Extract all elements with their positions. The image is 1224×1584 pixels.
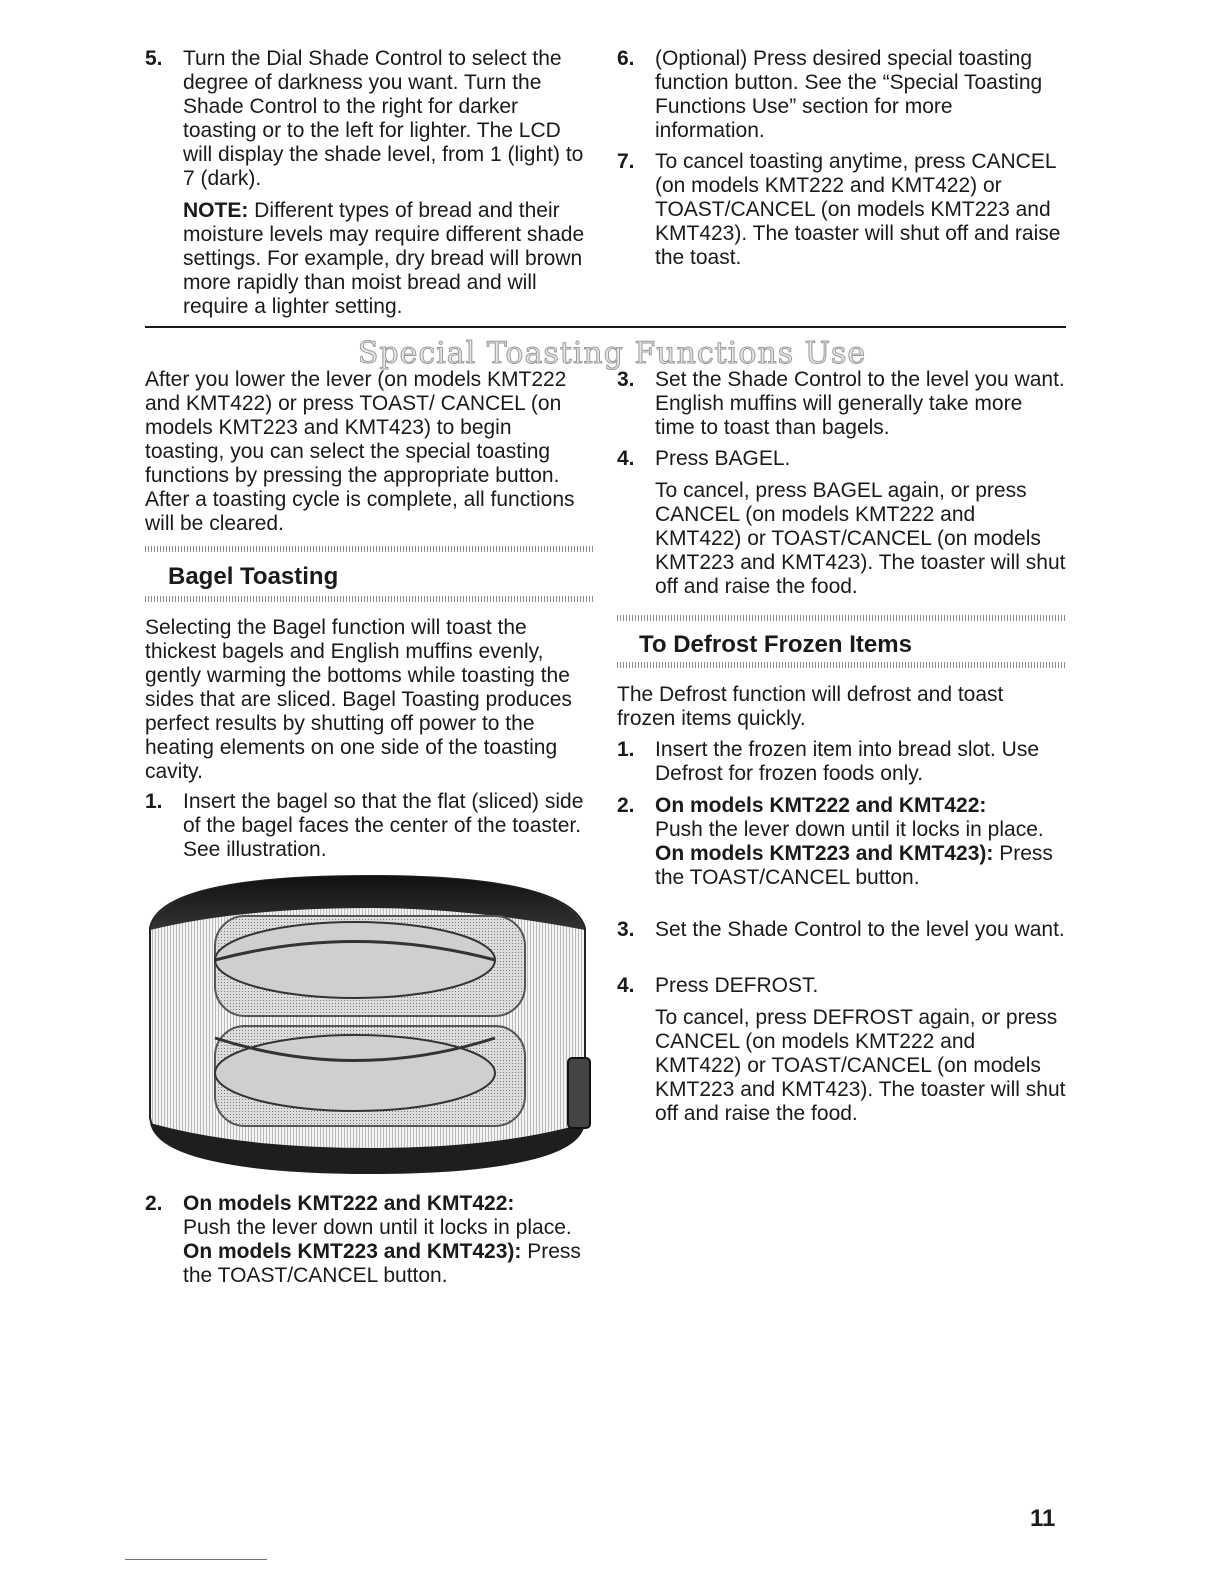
step-text: Set the Shade Control to the level you want. English muffins will generally take more time to toast than bagels. <box>655 368 1065 439</box>
step-text: Set the Shade Control to the level you want. <box>655 918 1065 941</box>
defrost-step-2 <box>617 794 1067 890</box>
bagel-intro: Selecting the Bagel function will toast the thickest bagels and English muffins evenly, gently warming the bottoms while toasting the sides that are sliced. Bagel Toasting produces perfect results by shutting off power to the heating elements on one side of the toasting cavity. <box>145 616 572 783</box>
bagel-step-3 <box>617 368 1067 440</box>
defrost-step-1 <box>617 738 1067 786</box>
heading-rule-bottom <box>145 596 595 602</box>
page-number: 11 <box>1030 1505 1056 1532</box>
cancel-text: To cancel, press BAGEL again, or press CANCEL (on models KMT222 and KMT422) or TOAST/CANCEL (on models KMT223 and KMT423). The toaster will shut off and raise the food. <box>655 479 1066 598</box>
step-text: Insert the bagel so that the flat (sliced) side of the bagel faces the center of the toaster. See illustration. <box>183 790 584 861</box>
step-number: 3. <box>617 368 635 391</box>
bagel-step-4 <box>617 447 1067 599</box>
bagel-step-1 <box>145 790 595 862</box>
step-number: 4. <box>617 447 635 470</box>
step-number: 4. <box>617 974 635 997</box>
step-number: 2. <box>617 794 635 817</box>
step-number: 5. <box>145 47 163 70</box>
step-number: 3. <box>617 918 635 941</box>
section-title: Special Toasting Functions Use <box>357 336 867 371</box>
step-number: 1. <box>145 790 163 813</box>
step-text: To cancel toasting anytime, press CANCEL (on models KMT222 and KMT422) or TOAST/CANCEL (on models KMT223 and KMT423). The toaster will shut off and raise the toast. <box>655 150 1061 269</box>
step-6 <box>617 47 1067 143</box>
step-7 <box>617 150 1067 270</box>
step-text: Insert the frozen item into bread slot. Use Defrost for frozen foods only. <box>655 738 1040 785</box>
defrost-step-4 <box>617 974 1067 1126</box>
cancel-text: To cancel, press DEFROST again, or press CANCEL (on models KMT222 and KMT422) or TOAST/CANCEL (on models KMT223 and KMT423). The toaster will shut off and raise the food. <box>655 1006 1066 1125</box>
heading-rule-bottom <box>617 662 1067 668</box>
step-text: Press DEFROST. <box>655 974 819 997</box>
step-number: 7. <box>617 150 635 173</box>
note-label: NOTE: <box>183 199 249 222</box>
footer-link-line <box>125 1559 267 1560</box>
note <box>183 199 595 319</box>
step-text-2: Press the TOAST/CANCEL button. <box>183 1240 581 1287</box>
step-number: 2. <box>145 1192 163 1215</box>
toaster-illustration <box>140 868 600 1178</box>
defrost-step-3 <box>617 918 1067 942</box>
intro-paragraph: After you lower the lever (on models KMT222 and KMT422) or press TOAST/ CANCEL (on models KMT223 and KMT423) to begin toasting, you can select the special toasting functions by pressing the appropriate button. After a toasting cycle is complete, all functions will be cleared. <box>145 368 575 535</box>
step-text <box>655 794 1067 890</box>
step-text-2: Press the TOAST/CANCEL button. <box>655 842 1053 889</box>
step-text: Turn the Dial Shade Control to select the degree of darkness you want. Turn the Shade Control to the right for darker toasting or to the left for lighter. The LCD will display the shade level, from 1 (light) to 7 (dark). <box>183 47 584 190</box>
section-divider <box>145 326 1066 328</box>
heading-rule-top <box>145 546 595 552</box>
defrost-heading: To Defrost Frozen Items <box>639 631 912 658</box>
note-text: Different types of bread and their moisture levels may require different shade settings. For example, dry bread will brown more rapidly than moist bread and will require a lighter setting. <box>183 199 585 318</box>
bagel-heading: Bagel Toasting <box>168 563 339 590</box>
step-text-1: Push the lever down until it locks in place. <box>655 818 1044 841</box>
step-number: 1. <box>617 738 635 761</box>
heading-rule-top <box>617 615 1067 621</box>
models-label-1: On models KMT222 and KMT422: <box>655 794 987 817</box>
models-label-1: On models KMT222 and KMT422: <box>183 1192 515 1215</box>
step-5 <box>145 47 595 319</box>
bagel-step-2 <box>145 1192 595 1288</box>
models-label-2: On models KMT223 and KMT423): <box>655 842 994 865</box>
step-text: (Optional) Press desired special toasting function button. See the “Special Toasting Functions Use” section for more information. <box>655 47 1043 142</box>
defrost-intro: The Defrost function will defrost and toast frozen items quickly. <box>617 683 1004 730</box>
step-number: 6. <box>617 47 635 70</box>
step-text <box>183 1192 595 1288</box>
models-label-2: On models KMT223 and KMT423): <box>183 1240 522 1263</box>
step-text-1: Push the lever down until it locks in place. <box>183 1216 572 1239</box>
step-text: Press BAGEL. <box>655 447 791 470</box>
